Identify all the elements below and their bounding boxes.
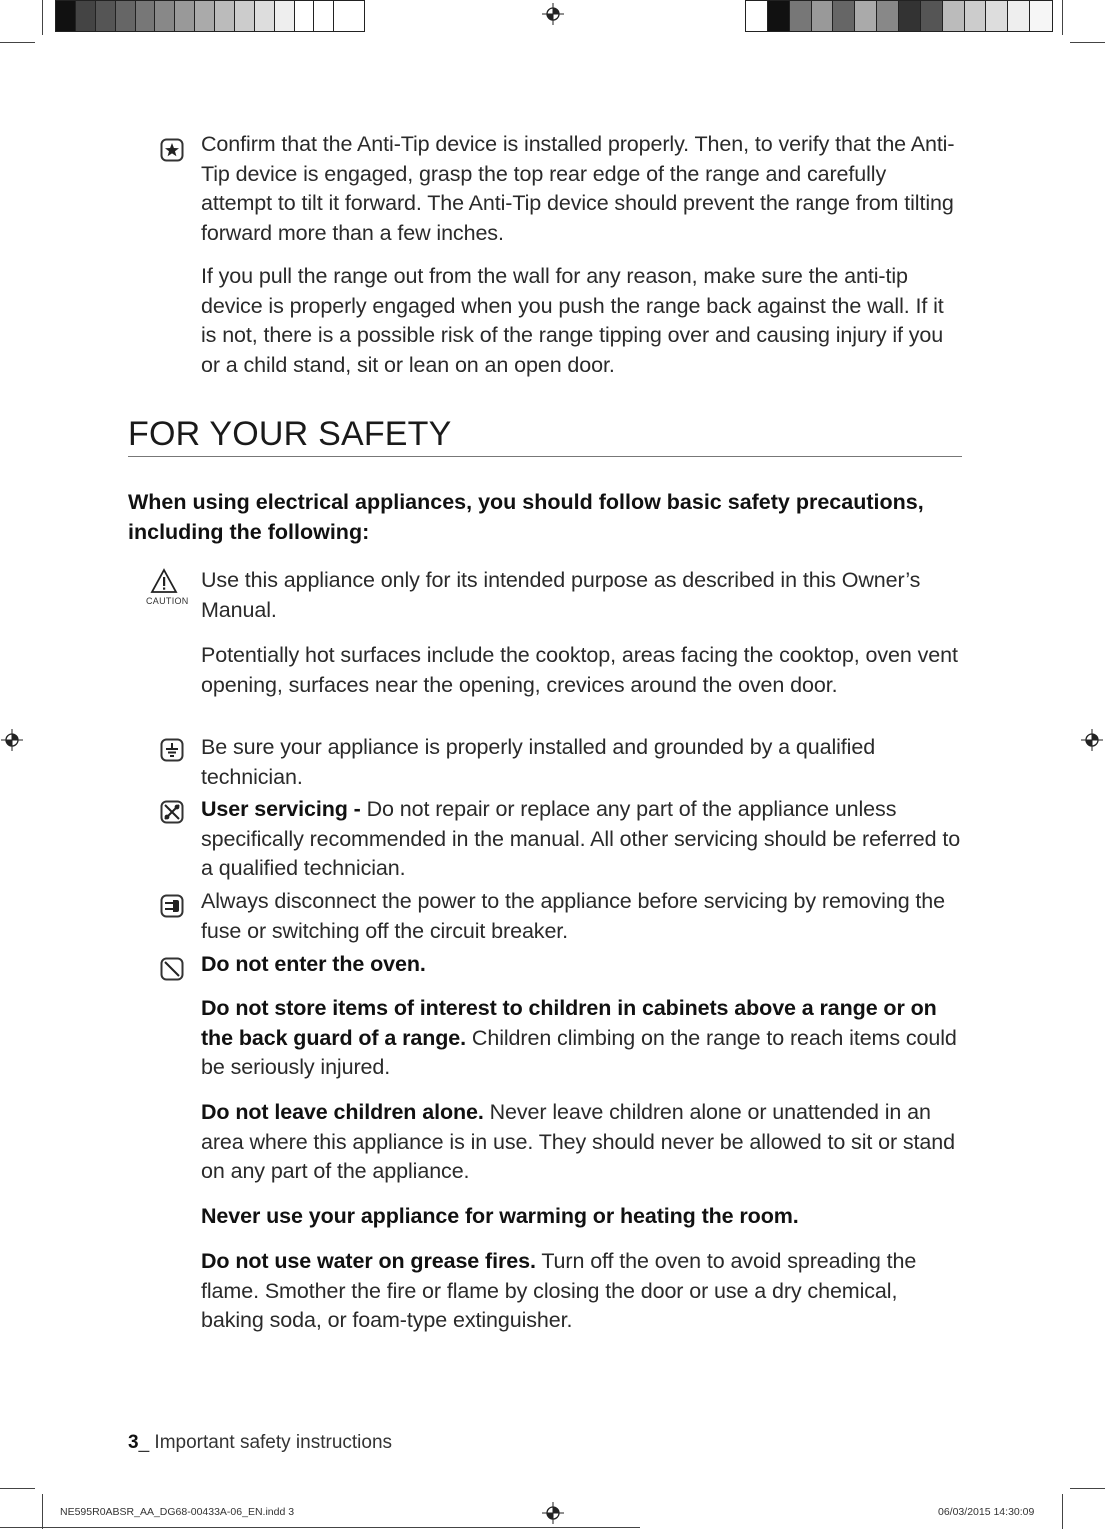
no-service-icon	[160, 800, 184, 824]
anti-tip-wall-text: If you pull the range out from the wall for any reason, make sure the anti-tip device is properly engaged when you push the range back against the wall. If it is not, there is a possible risk of the range tipping over and causing injury if you or a child stand, sit or lean on an open door.	[201, 264, 944, 377]
no-enter-text	[201, 950, 961, 980]
registration-mark-icon	[1081, 729, 1103, 751]
crop-mark-top-left	[0, 42, 35, 43]
unplug-icon	[160, 894, 184, 918]
crop-mark-bottom-right	[1070, 1488, 1105, 1489]
warming-label: Never use your appliance for warming or heating the room.	[201, 1204, 799, 1228]
hot-surfaces-text: Potentially hot surfaces include the cooktop, areas facing the cooktop, oven vent opening, surfaces near the opening, crevices around the oven door.	[201, 643, 958, 697]
color-bar-left	[55, 0, 365, 32]
store-items-label: Do not store items of interest to children in cabinets above a range or on the back guard of a range.	[201, 996, 937, 1050]
registration-mark-icon	[542, 3, 564, 25]
registration-mark-icon	[542, 1502, 564, 1524]
slug-filename: NE595R0ABSR_AA_DG68-00433A-06_EN.indd 3	[60, 1506, 295, 1518]
children-alone-text	[201, 1098, 961, 1187]
user-servicing-text	[201, 795, 961, 884]
crop-mark-top-right	[1070, 42, 1105, 43]
use-purpose-text: Use this appliance only for its intended purpose as described in this Owner’s Manual.	[201, 568, 921, 622]
page-number: 3	[128, 1432, 139, 1453]
page-footer	[128, 1432, 392, 1454]
no-enter-label: Do not enter the oven.	[201, 952, 426, 976]
store-items-body: Children climbing on the range to reach items could be seriously injured.	[201, 1025, 957, 1079]
no-enter-icon	[160, 957, 184, 981]
page-title: _ Important safety instructions	[138, 1432, 393, 1453]
crop-mark-bottom-left	[0, 1488, 35, 1489]
anti-tip-confirm-text: Confirm that the Anti-Tip device is installed properly. Then, to verify that the Anti-Tip device is engaged, grasp the top rear edge of the range and carefully attempt to tilt it forward. The Anti-Tip device should prevent the range from tilting forward more than a few inches.	[201, 132, 955, 245]
slug-timestamp: 06/03/2015 14:30:09	[938, 1506, 1035, 1518]
grease-fires-text	[201, 1247, 961, 1336]
registration-mark-icon	[1, 729, 23, 751]
ground-icon	[160, 738, 184, 762]
user-servicing-body: Do not repair or replace any part of the appliance unless specifically recommended in the manual. All other servicing should be referred to a qualified technician.	[201, 797, 961, 880]
section-subheading: When using electrical appliances, you should follow basic safety precautions, including the following:	[128, 490, 924, 544]
grease-fires-label: Do not use water on grease fires.	[201, 1249, 536, 1273]
color-bar-right	[745, 0, 1053, 32]
slug-rule	[0, 1527, 640, 1528]
star-check-icon	[160, 138, 184, 162]
store-items-text	[201, 994, 961, 1083]
section-heading: FOR YOUR SAFETY	[128, 414, 962, 457]
crop-mark-top-left-v	[42, 0, 43, 35]
children-alone-label: Do not leave children alone.	[201, 1100, 484, 1124]
caution-triangle-icon	[150, 568, 178, 594]
grounded-text: Be sure your appliance is properly installed and grounded by a qualified technician.	[201, 735, 876, 789]
crop-mark-bottom-left-v	[42, 1494, 43, 1529]
crop-mark-bottom-right-v	[1062, 1494, 1063, 1529]
children-alone-body: Never leave children alone or unattended in an area where this appliance is in use. They should never be allowed to sit or stand on any part of the appliance.	[201, 1100, 956, 1183]
warming-text	[201, 1202, 961, 1232]
crop-mark-top-right-v	[1062, 0, 1063, 35]
caution-label: CAUTION	[146, 596, 189, 606]
disconnect-power-text: Always disconnect the power to the appliance before servicing by removing the fuse or switching off the circuit breaker.	[201, 889, 946, 943]
grease-fires-body: Turn off the oven to avoid spreading the flame. Smother the fire or flame by closing the door or use a dry chemical, baking soda, or foam-type extinguisher.	[201, 1249, 917, 1332]
user-servicing-label: User servicing -	[201, 797, 367, 821]
